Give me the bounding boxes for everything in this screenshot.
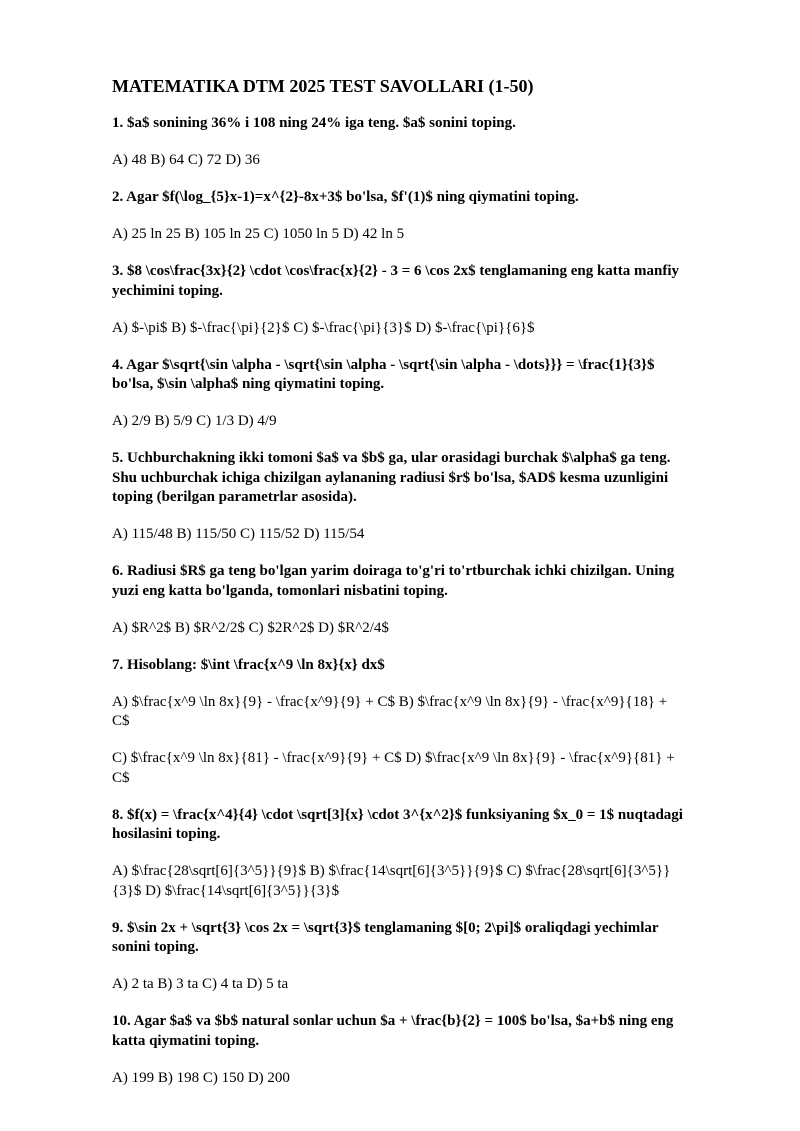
question-block-1 <box>112 114 688 171</box>
question-4-text: 4. Agar $\sqrt{\sin \alpha - \sqrt{\sin \alpha - \sqrt{\sin \alpha - \dots}}} = \frac{1}{3}$ bo'lsa, $\sin \alpha$ ning qiymatini toping. <box>112 356 655 392</box>
question-1-options: A) 48 B) 64 C) 72 D) 36 <box>112 152 260 168</box>
question-10-text: 10. Agar $a$ va $b$ natural sonlar uchun $a + \frac{b}{2} = 100$ bo'lsa, $a+b$ ning eng katta qiymatini toping. <box>112 1013 674 1049</box>
question-9-options: A) 2 ta B) 3 ta C) 4 ta D) 5 ta <box>112 976 289 992</box>
question-10-options: A) 199 B) 198 C) 150 D) 200 <box>112 1069 290 1086</box>
page-title: MATEMATIKA DTM 2025 TEST SAVOLLARI (1-50) <box>112 76 534 96</box>
question-2-text: 2. Agar $f(\log_{5}x-1)=x^{2}-8x+3$ bo'lsa, $f'(1)$ ning qiymatini toping. <box>112 189 579 205</box>
question-8-options: A) $\frac{28\sqrt[6]{3^5}}{9}$ B) $\frac{14\sqrt[6]{3^5}}{9}$ C) $\frac{28\sqrt[6]{3^5}}{3}$ D) $\frac{14\sqrt[6]{3^5}}{3}$ <box>112 863 671 899</box>
question-block-2 <box>112 188 688 245</box>
question-8-text: 8. $f(x) = \frac{x^4}{4} \cdot \sqrt[3]{x} \cdot 3^{x^2}$ funksiyaning $x_0 = 1$ nuqtadagi hosilasini toping. <box>112 806 683 842</box>
question-9-text: 9. $\sin 2x + \sqrt{3} \cos 2x = \sqrt{3}$ tenglamaning $[0; 2\pi]$ oraliqdagi yechimlar sonini toping. <box>112 919 659 955</box>
question-6-text: 6. Radiusi $R$ ga teng bo'lgan yarim doiraga to'g'ri to'rtburchak ichki chizilgan. Uning yuzi eng katta bo'lganda, tomonlari nisbatini toping. <box>112 563 675 599</box>
question-block-5 <box>112 449 688 545</box>
question-block-3 <box>112 262 688 338</box>
question-2-options: A) 25 ln 25 B) 105 ln 25 C) 1050 ln 5 D) 42 ln 5 <box>112 226 405 242</box>
question-5-text: 5. Uchburchakning ikki tomoni $a$ va $b$ ga, ular orasidagi burchak $\alpha$ ga teng. Shu uchburchak ichiga chizilgan aylananing radiusi $r$ bo'lsa, $AD$ kesma uzunligini toping (berilgan parametrlar asosida). <box>112 450 671 505</box>
question-4-options: A) 2/9 B) 5/9 C) 1/3 D) 4/9 <box>112 413 277 429</box>
question-7-options-ab: A) $\frac{x^9 \ln 8x}{9} - \frac{x^9}{9} + C$ B) $\frac{x^9 \ln 8x}{9} - \frac{x^9}{18} + C$ <box>112 693 668 729</box>
question-block-6 <box>112 562 688 638</box>
question-7-text: 7. Hisoblang: $\int \frac{x^9 \ln 8x}{x} dx$ <box>112 656 385 673</box>
question-3-text: 3. $8 \cos\frac{3x}{2} \cdot \cos\frac{x}{2} - 3 = 6 \cos 2x$ tenglamaning eng katta manfiy yechimini toping. <box>112 263 680 299</box>
question-block-9 <box>112 919 688 995</box>
question-5-options: A) 115/48 B) 115/50 C) 115/52 D) 115/54 <box>112 526 365 542</box>
question-block-8 <box>112 806 688 902</box>
question-6-options: A) $R^2$ B) $R^2/2$ C) $2R^2$ D) $R^2/4$ <box>112 619 389 636</box>
question-block-4 <box>112 356 688 432</box>
question-7-options-cd: C) $\frac{x^9 \ln 8x}{81} - \frac{x^9}{9} + C$ D) $\frac{x^9 \ln 8x}{9} - \frac{x^9}{81} + C$ <box>112 750 675 786</box>
document-page <box>112 75 688 1088</box>
question-3-options: A) $-\pi$ B) $-\frac{\pi}{2}$ C) $-\frac{\pi}{3}$ D) $-\frac{\pi}{6}$ <box>112 319 535 336</box>
question-block-7 <box>112 656 688 789</box>
question-1-text: 1. $a$ sonining 36% i 108 ning 24% iga teng. $a$ sonini toping. <box>112 115 516 131</box>
question-block-10 <box>112 1012 688 1088</box>
